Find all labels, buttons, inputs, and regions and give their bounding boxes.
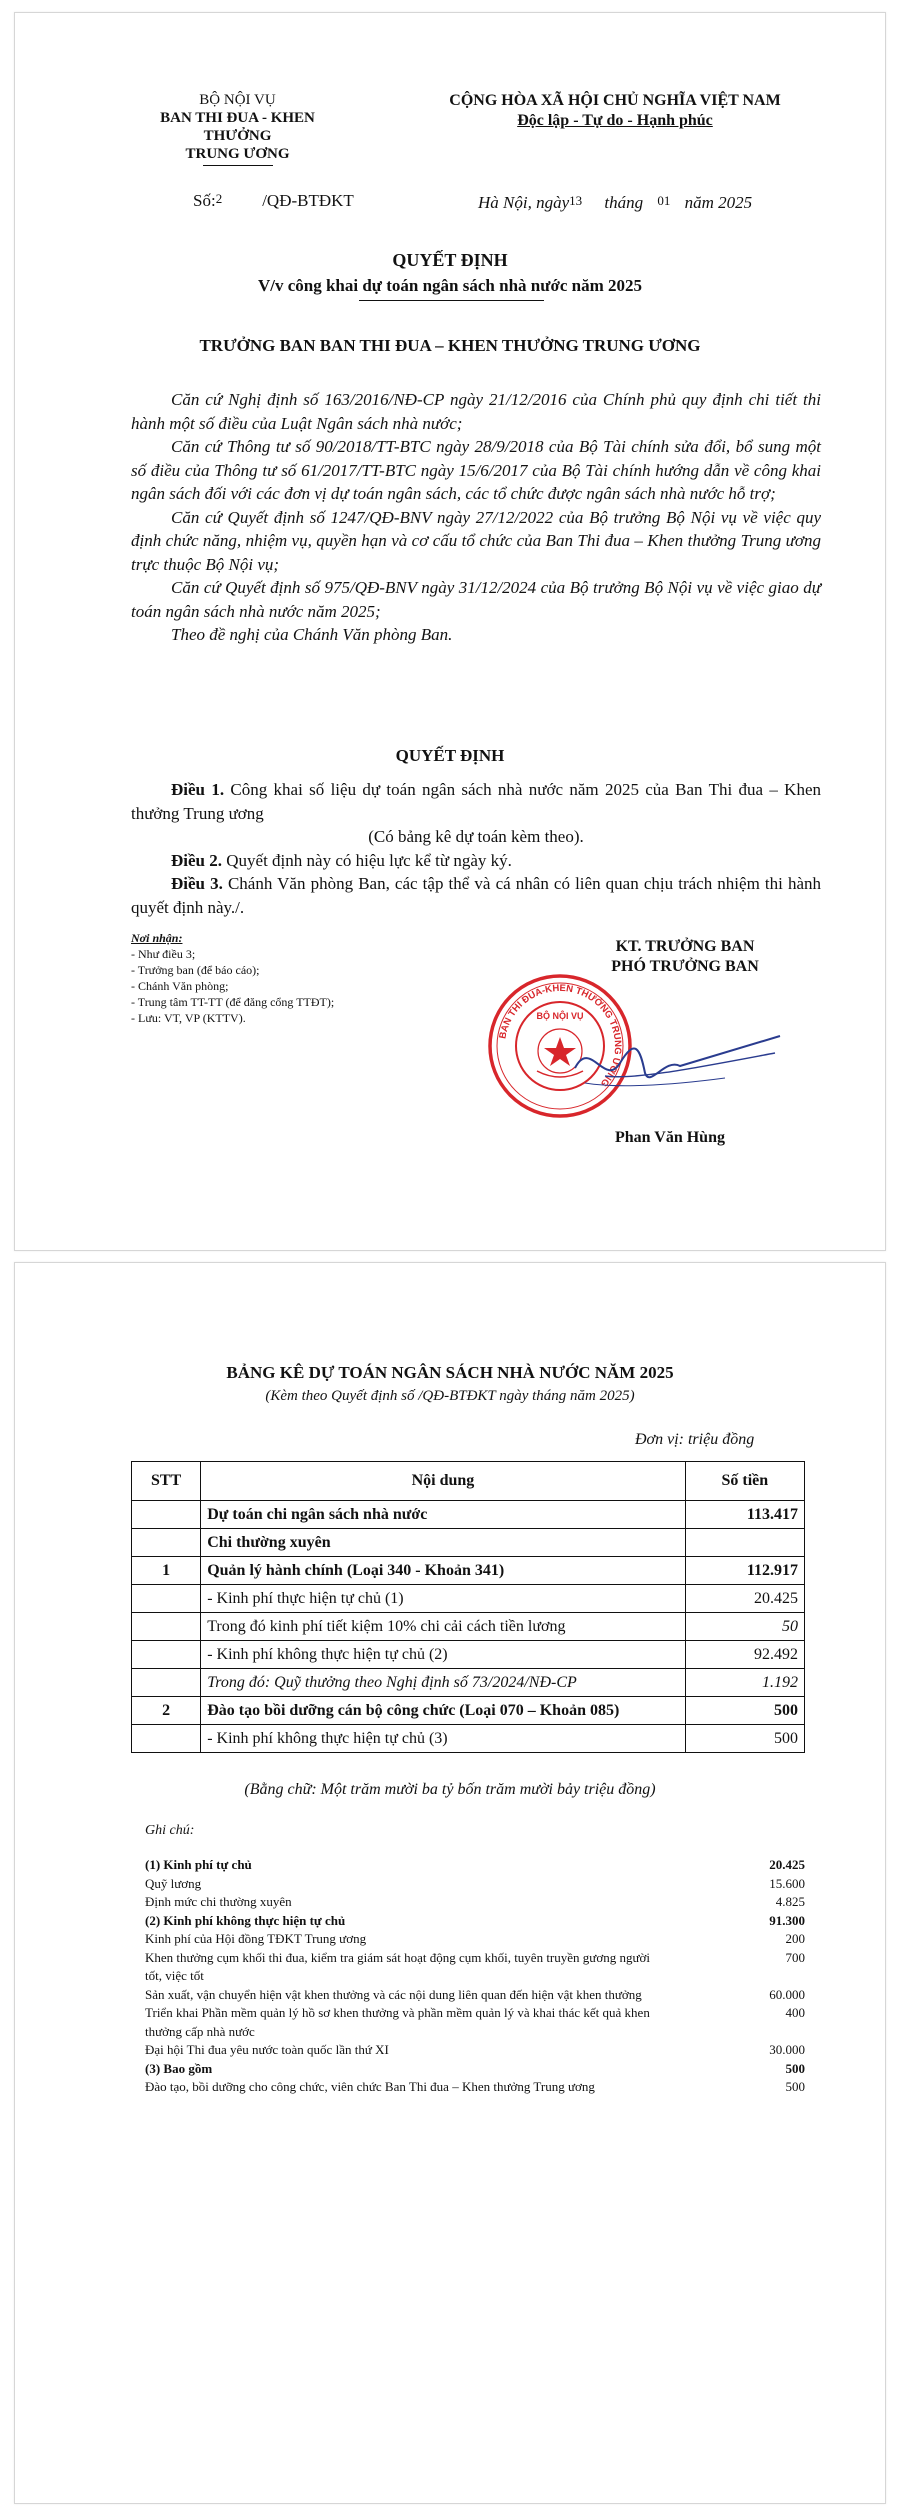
article-3 [131,872,821,919]
article-label: Điều 2. [171,850,222,870]
note-description: (1) Kinh phí tự chủ [145,1857,252,1872]
note-description: Đào tạo, bồi dưỡng cho công chức, viên chức Ban Thi đua – Khen thưởng Trung ương [145,2079,595,2094]
seal-ring-text: BAN THI ĐUA-KHEN THƯỞNG TRUNG ƯƠNG [497,982,624,1089]
signer-name: Phan Văn Hùng [615,1129,725,1146]
ref-code: /QĐ-BTĐKT [262,191,354,210]
legal-basis: Căn cứ Quyết định số 975/QĐ-BNV ngày 31/12/2024 của Bộ trưởng Bộ Nội vụ về việc giao dự toán ngân sách nhà nước năm 2025; [131,578,821,621]
national-title: CỘNG HÒA XÃ HỘI CHỦ NGHĨA VIỆT NAM [449,92,781,109]
subject-underline [359,300,544,301]
article-2 [131,849,821,873]
recipient-item: - Chánh Văn phòng; [131,979,229,993]
content-cell: Đào tạo bồi dưỡng cán bộ công chức (Loại 070 – Khoản 085) [201,1697,685,1725]
note-row [145,1949,805,1986]
column-header-amount: Số tiền [685,1462,804,1501]
content-cell: - Kinh phí không thực hiện tự chủ (2) [201,1641,685,1669]
legal-basis: Theo đề nghị của Chánh Văn phòng Ban. [171,625,453,644]
table-row [132,1529,805,1557]
note-row [145,2060,805,2079]
legal-basis: Căn cứ Nghị định số 163/2016/NĐ-CP ngày 21/12/2016 của Chính phủ quy định chi tiết thi hành một số điều của Luật Ngân sách nhà nước; [131,390,821,433]
table-row [132,1613,805,1641]
estimate-title: BẢNG KÊ DỰ TOÁN NGÂN SÁCH NHÀ NƯỚC NĂM 2025 [226,1363,674,1382]
content-cell: Quản lý hành chính (Loại 340 - Khoản 341) [201,1557,685,1585]
recipient-item: - Như điều 3; [131,947,196,961]
estimate-table-page [14,1262,886,2504]
estimate-subtitle: (Kèm theo Quyết định số /QĐ-BTĐKT ngày tháng năm 2025) [265,1388,635,1404]
date-year: năm 2025 [684,193,753,212]
note-row [145,2004,805,2041]
issuing-authority: TRƯỞNG BAN BAN THI ĐUA – KHEN THƯỞNG TRUNG ƯƠNG [199,336,701,355]
document-title: QUYẾT ĐỊNH [392,250,508,270]
legal-bases [131,388,821,647]
decision-heading: QUYẾT ĐỊNH [395,746,505,765]
stt-cell: 2 [132,1697,201,1725]
article-text: Quyết định này có hiệu lực kể từ ngày ký. [222,850,512,870]
amount-cell: 92.492 [685,1641,804,1669]
document-number [193,191,354,211]
table-row [132,1501,805,1529]
content-cell: Dự toán chi ngân sách nhà nước [201,1501,685,1529]
note-description: (3) Bao gồm [145,2060,213,2076]
note-amount: 20.425 [769,1857,805,1872]
note-amount: 700 [785,1949,805,1965]
stt-cell [132,1613,201,1641]
note-amount: 91.300 [769,1912,805,1928]
amount-cell: 500 [685,1697,804,1725]
note-row [145,1893,805,1912]
note-row [145,2041,805,2060]
note-description: Sản xuất, vận chuyển hiện vật khen thưởng và các nội dung liên quan đến hiện vật khen thưởng [145,1986,642,2002]
amount-cell: 500 [685,1725,804,1753]
amount-cell: 112.917 [685,1557,804,1585]
seal-top-text: BỘ NỘI VỤ [536,1011,584,1021]
note-description: Quỹ lương [145,1875,202,1891]
notes-label: Ghi chú: [145,1823,195,1838]
note-row [145,1856,805,1875]
table-row [132,1697,805,1725]
stt-cell: 1 [132,1557,201,1585]
article-1-note [131,825,821,849]
content-cell: Chi thường xuyên [201,1529,685,1557]
note-amount: 30.000 [769,2042,805,2057]
amount-in-words: (Bằng chữ: Một trăm mười ba tỷ bốn trăm mười bảy triệu đồng) [244,1781,656,1798]
handwritten-signature [545,1028,785,1098]
note-description: Định mức chi thường xuyên [145,1894,292,1909]
recipient-item: - Lưu: VT, VP (KTTV). [131,1011,246,1025]
note-amount: 500 [785,2060,805,2076]
ministry-name: BỘ NỘI VỤ [199,92,276,108]
content-cell: - Kinh phí không thực hiện tự chủ (3) [201,1725,685,1753]
notes-table [145,1856,805,2097]
stt-cell [132,1529,201,1557]
note-description: Khen thưởng cụm khối thi đua, kiểm tra giám sát hoạt động cụm khối, tuyên truyền gương người tốt, việc tốt [145,1949,650,1983]
content-cell: Trong đó: Quỹ thưởng theo Nghị định số 73/2024/NĐ-CP [201,1669,685,1697]
article-label: Điều 3. [171,874,223,893]
budget-table [131,1461,805,1753]
note-row [145,1986,805,2005]
note-description: Triển khai Phần mềm quản lý hồ sơ khen thưởng và phần mềm quản lý và khai thác kết quả khen thưởng cấp nhà nước [145,2005,650,2039]
article-label: Điều 1. [171,780,225,799]
amount-cell: 50 [685,1613,804,1641]
amount-cell: 1.192 [685,1669,804,1697]
date-place: Hà Nội, ngày [478,193,570,212]
content-cell: Trong đó kinh phí tiết kiệm 10% chi cải cách tiền lương [201,1613,685,1641]
national-header-block [420,91,810,131]
recipient-item: - Trưởng ban (để báo cáo); [131,963,260,977]
note-amount: 200 [785,1931,805,1946]
article-text: Chánh Văn phòng Ban, các tập thể và cá nhân có liên quan chịu trách nhiệm thi hành quyết định này./. [131,874,821,917]
table-row [132,1641,805,1669]
date-month: 01 [657,193,671,208]
amount-cell: 113.417 [685,1501,804,1529]
note-row [145,1875,805,1894]
table-row [132,1669,805,1697]
date-day: 13 [569,193,583,208]
currency-unit: Đơn vị: triệu đồng [635,1431,755,1448]
stt-cell [132,1585,201,1613]
note-row [145,2078,805,2097]
recipients-label: Nơi nhận: [131,931,183,945]
note-row [145,1930,805,1949]
document-subject: V/v công khai dự toán ngân sách nhà nước năm 2025 [257,276,643,295]
note-amount: 15.600 [769,1875,805,1891]
note-amount: 4.825 [775,1894,805,1909]
recipients-list [131,930,334,1026]
amount-cell: 20.425 [685,1585,804,1613]
stt-cell [132,1501,201,1529]
note-description: (2) Kinh phí không thực hiện tự chủ [145,1912,346,1928]
ref-label: Số: [193,191,216,210]
article-text: (Có bảng kê dự toán kèm theo). [368,827,584,846]
signatory-line1: KT. TRƯỞNG BAN [615,938,755,955]
stt-cell [132,1725,201,1753]
content-cell: - Kinh phí thực hiện tự chủ (1) [201,1585,685,1613]
date-month-label: tháng [604,193,644,212]
ref-number: 2 [215,191,223,206]
note-amount: 500 [785,2079,805,2094]
articles [131,778,821,919]
agency-underline [203,165,273,166]
stt-cell [132,1669,201,1697]
issue-date [478,193,752,213]
table-header-row [132,1462,805,1501]
agency-name-line2: TRUNG ƯƠNG [185,146,290,162]
signatory-line2: PHÓ TRƯỞNG BAN [611,958,759,975]
legal-basis: Căn cứ Quyết định số 1247/QĐ-BNV ngày 27/12/2022 của Bộ trưởng Bộ Nội vụ về việc quy định chức năng, nhiệm vụ, quyền hạn và cơ cấu tổ chức của Ban Thi đua – Khen thưởng Trung ương trực thuộc Bộ Nội vụ; [131,507,821,574]
stt-cell [132,1641,201,1669]
amount-cell [685,1529,804,1557]
table-row [132,1557,805,1585]
column-header-stt: STT [132,1462,201,1501]
note-description: Đại hội Thi đua yêu nước toàn quốc lần thứ XI [145,2042,389,2057]
article-text: Công khai số liệu dự toán ngân sách nhà nước năm 2025 của Ban Thi đua – Khen thưởng Trung ương [131,780,822,823]
legal-basis: Căn cứ Thông tư số 90/2018/TT-BTC ngày 28/9/2018 của Bộ Tài chính sửa đổi, bổ sung một số điều của Thông tư số 61/2017/TT-BTC ngày 15/6/2017 của Bộ Tài chính hướng dẫn về công khai ngân sách đối với các đơn vị dự toán ngân sách, các tổ chức được ngân sách nhà nước hỗ trợ; [131,437,821,503]
agency-name-line1: BAN THI ĐUA - KHEN THƯỞNG [160,110,315,144]
note-amount: 400 [785,2005,805,2020]
column-header-content: Nội dung [201,1462,685,1501]
recipient-item: - Trung tâm TT-TT (để đăng cổng TTĐT); [131,995,335,1009]
decision-page [14,12,886,1251]
note-row [145,1912,805,1931]
table-row [132,1585,805,1613]
note-description: Kinh phí của Hội đồng TĐKT Trung ương [145,1931,367,1946]
issuing-agency-block [130,91,345,166]
article-1 [131,778,821,825]
national-motto: Độc lập - Tự do - Hạnh phúc [517,112,713,129]
note-amount: 60.000 [769,1986,805,2002]
table-row [132,1725,805,1753]
